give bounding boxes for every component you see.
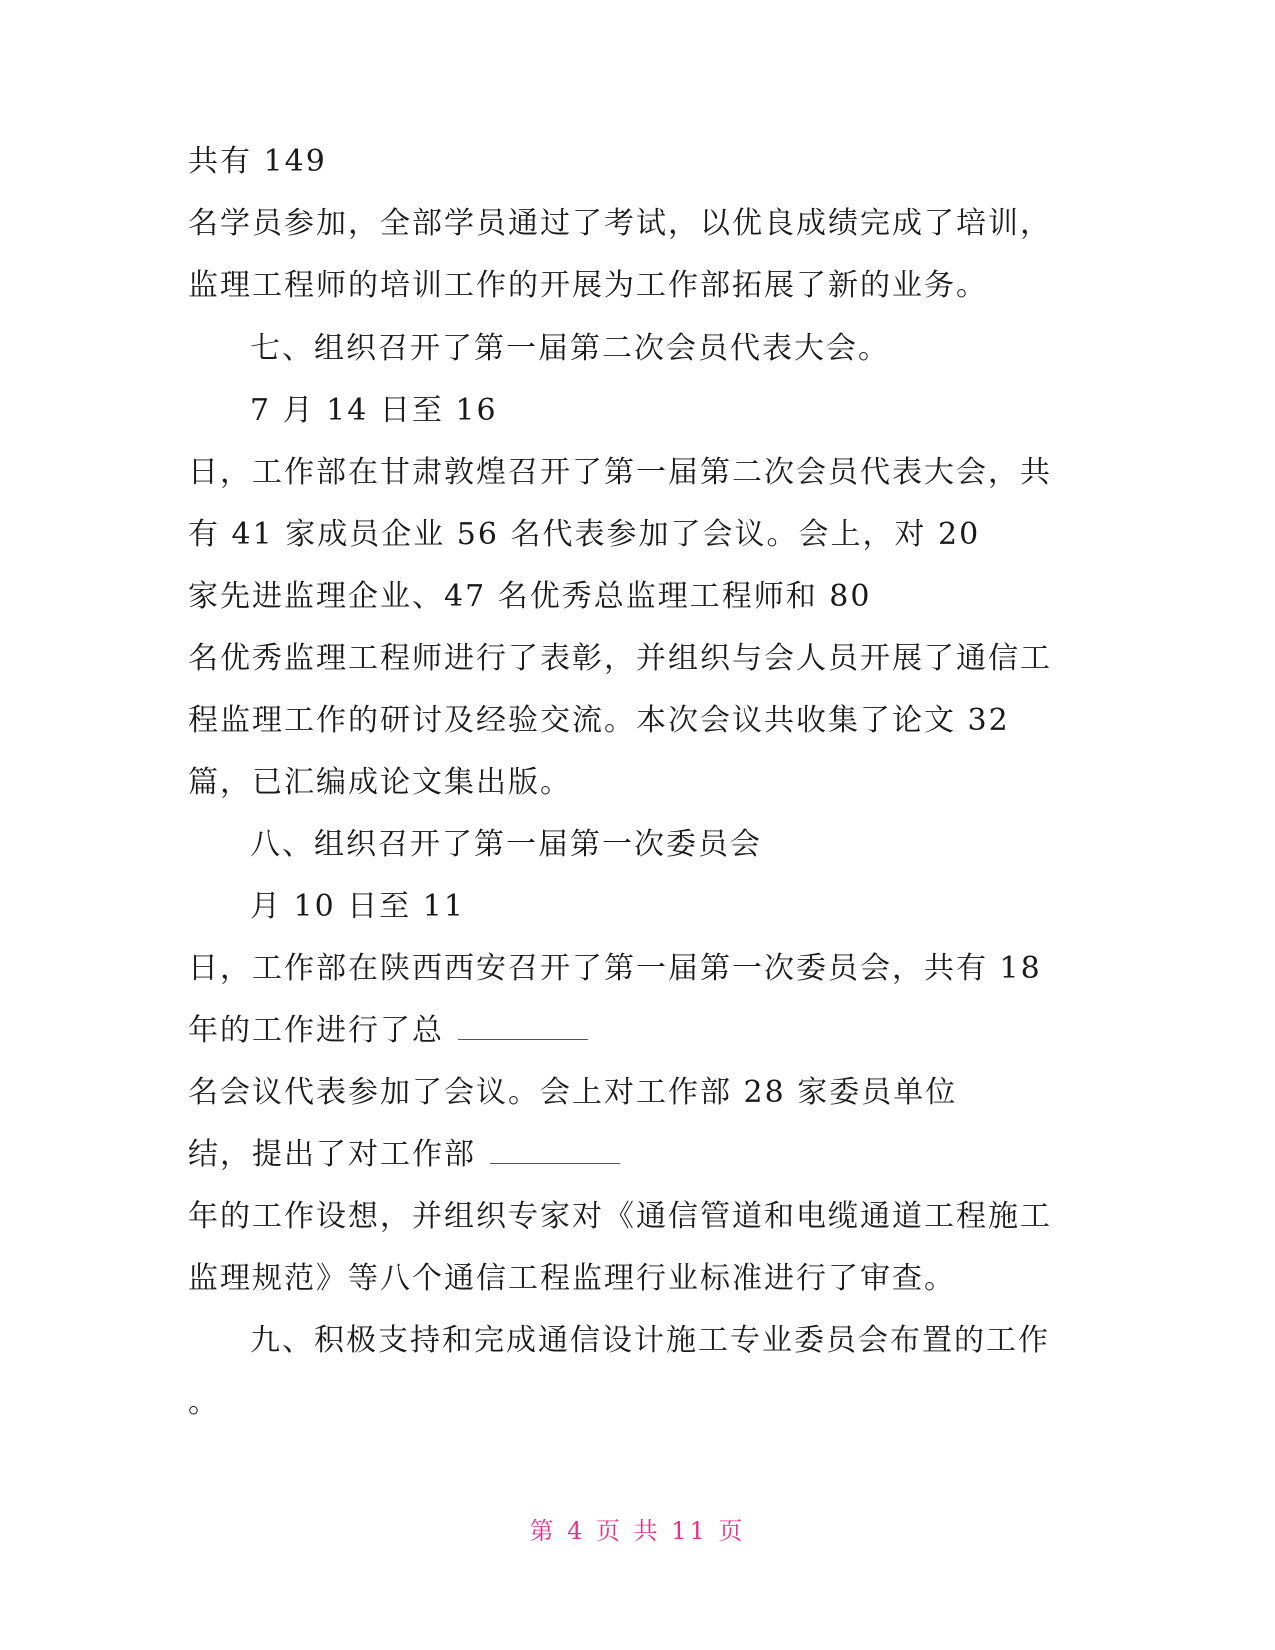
text-line: 7 月 14 日至 16 [250, 393, 498, 428]
text-line: 有 41 家成员企业 56 名代表参加了会议。会上，对 20 [188, 517, 981, 552]
text-line: 家先进监理企业、47 名优秀总监理工程师和 80 [188, 579, 872, 614]
fill-in-blank [458, 1019, 588, 1040]
text-line: 。 [188, 1385, 220, 1420]
section-heading-9: 九、积极支持和完成通信设计施工专业委员会布置的工作 [250, 1323, 1050, 1358]
text-line: 年的工作设想，并组织专家对《通信管道和电缆通道工程施工 [188, 1199, 1052, 1234]
text-line: 名学员参加，全部学员通过了考试，以优良成绩完成了培训， [188, 206, 1052, 241]
text-line-with-blank [188, 1013, 588, 1049]
section-heading-7: 七、组织召开了第一届第二次会员代表大会。 [250, 331, 890, 366]
text-line: 名优秀监理工程师进行了表彰，并组织与会人员开展了通信工 [188, 641, 1052, 676]
text-line: 监理规范》等八个通信工程监理行业标准进行了审查。 [188, 1261, 956, 1296]
text-segment: 年的工作进行了总 [188, 1013, 444, 1048]
text-line: 日，工作部在甘肃敦煌召开了第一届第二次会员代表大会，共 [188, 455, 1052, 490]
section-heading-8: 八、组织召开了第一届第一次委员会 [250, 827, 762, 862]
text-line: 月 10 日至 11 [250, 889, 465, 924]
text-segment: 结，提出了对工作部 [188, 1137, 476, 1172]
text-line: 篇，已汇编成论文集出版。 [188, 765, 572, 800]
text-line: 共有 149 [188, 144, 327, 179]
page-number-footer: 第 4 页 共 11 页 [529, 1517, 746, 1545]
text-line: 名会议代表参加了会议。会上对工作部 28 家委员单位 [188, 1075, 958, 1110]
text-line: 监理工程师的培训工作的开展为工作部拓展了新的业务。 [188, 268, 988, 303]
text-line-with-blank [188, 1137, 620, 1173]
text-line: 程监理工作的研讨及经验交流。本次会议共收集了论文 32 [188, 703, 1010, 738]
text-line: 日，工作部在陕西西安召开了第一届第一次委员会，共有 18 [188, 951, 1042, 986]
fill-in-blank [490, 1143, 620, 1164]
